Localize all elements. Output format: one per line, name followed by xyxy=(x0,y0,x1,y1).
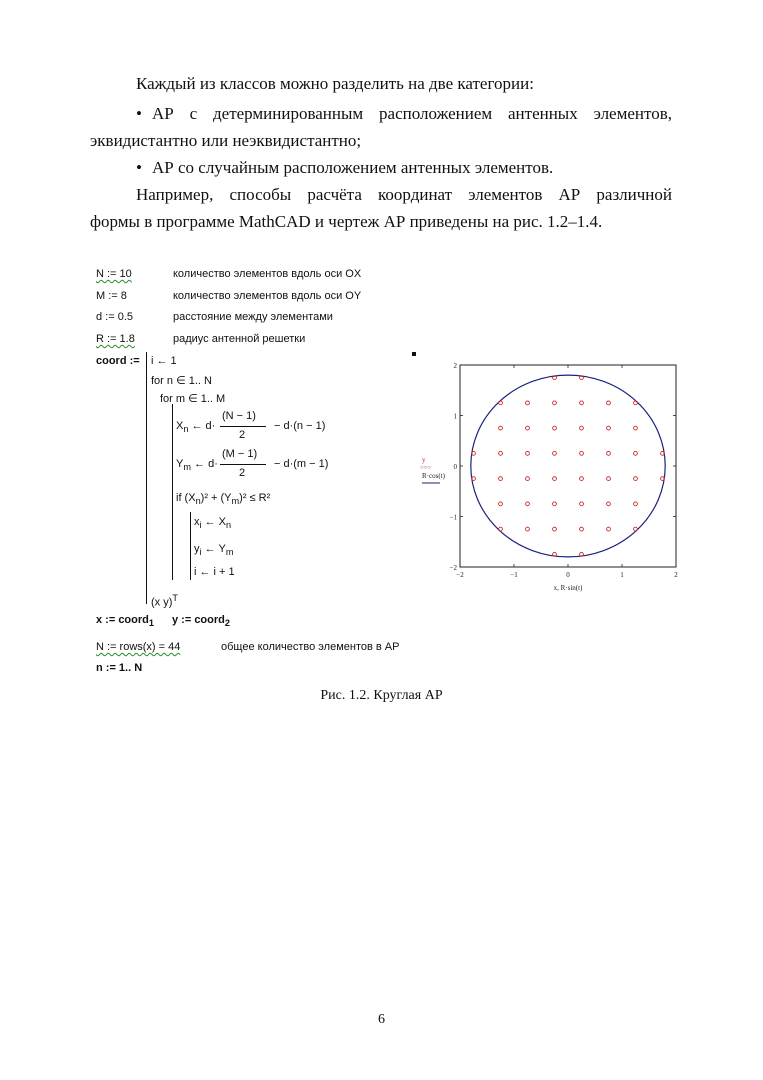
legend-y-label: y xyxy=(422,456,426,464)
coord-label: coord := xyxy=(96,355,140,367)
paragraph-example xyxy=(90,183,672,207)
array-element-point xyxy=(607,426,611,430)
ym-numerator: (M − 1) xyxy=(222,448,258,460)
yi-sub: i xyxy=(199,547,202,558)
yi-assign xyxy=(194,543,233,557)
paragraph-example-text-cont: формы в программе MathCAD и чертеж АР приведены на рис. 1.2–1.4. xyxy=(90,212,603,231)
paragraph-example-cont xyxy=(90,210,672,234)
array-element-point xyxy=(607,502,611,506)
yi-rhs: ← Y xyxy=(204,543,226,555)
program-bar-inner xyxy=(172,404,173,580)
y-assign-text: y := coord xyxy=(172,614,225,626)
array-element-point xyxy=(634,401,638,405)
array-element-point xyxy=(526,527,530,531)
bullet1-text-cont: эквидистантно или неэквидистантно; xyxy=(90,131,362,150)
array-element-point xyxy=(607,477,611,481)
array-element-point xyxy=(526,451,530,455)
i-init: i ← 1 xyxy=(151,355,177,367)
array-element-point xyxy=(499,502,503,506)
ym-tail: − d·(m − 1) xyxy=(274,458,329,470)
bullet2-text: АР со случайным расположением антенных элементов. xyxy=(152,158,554,177)
program-bar-if xyxy=(190,512,191,580)
legend-rcos-label: R·cos(t) xyxy=(422,472,445,480)
array-element-point xyxy=(580,401,584,405)
xn-mid: ← d· xyxy=(191,420,216,432)
array-element-point xyxy=(580,451,584,455)
region-marker xyxy=(412,352,416,356)
if-mid: )² + (Y xyxy=(200,492,232,504)
xn-numerator: (N − 1) xyxy=(222,410,256,422)
array-element-point xyxy=(634,451,638,455)
n-comment: количество элементов вдоль оси OX xyxy=(173,268,362,280)
array-element-point xyxy=(526,477,530,481)
xn-sub: n xyxy=(183,424,189,435)
y-assign-sub: 2 xyxy=(224,618,230,629)
array-element-point xyxy=(553,401,557,405)
array-element-point xyxy=(607,401,611,405)
bullet-icon: • xyxy=(136,158,142,177)
xn-denominator: 2 xyxy=(239,429,246,441)
array-element-point xyxy=(553,502,557,506)
d-comment: расстояние между элементами xyxy=(173,311,333,323)
bullet-item-deterministic-cont xyxy=(90,129,672,153)
if-head: if (X xyxy=(176,492,196,504)
n-rows: N := rows(x) = 44 xyxy=(96,641,181,653)
m-definition: M := 8 xyxy=(96,290,127,302)
array-element-point xyxy=(580,426,584,430)
d-definition: d := 0.5 xyxy=(96,311,134,323)
x-tick-label: 0 xyxy=(566,571,570,579)
array-element-point xyxy=(634,527,638,531)
for-m-loop: for m ∈ 1.. M xyxy=(160,393,226,405)
if-sub2: m xyxy=(231,496,240,507)
array-element-point xyxy=(553,477,557,481)
result-text: (x y) xyxy=(151,596,173,609)
array-element-point xyxy=(580,527,584,531)
legend-marker: ○○○ xyxy=(420,465,431,471)
figure-caption: Рис. 1.2. Круглая АР xyxy=(320,688,443,703)
paragraph-example-text: Например, способы расчёта координат элементов АР различной xyxy=(136,185,672,204)
bullet-item-random xyxy=(90,156,672,180)
array-element-point xyxy=(499,426,503,430)
array-element-point xyxy=(634,477,638,481)
result-transpose: T xyxy=(172,593,178,603)
bullet-icon: • xyxy=(136,104,142,123)
n-rows-comment: общее количество элементов в АР xyxy=(221,641,400,653)
page-number: 6 xyxy=(378,1012,385,1027)
x-assign-sub: 1 xyxy=(148,618,154,629)
ym-fraction-bar xyxy=(220,464,266,465)
xi-lhs: x xyxy=(194,516,200,528)
xi-rhs: ← X xyxy=(204,516,227,528)
if-condition xyxy=(176,492,270,506)
ym-mid: ← d· xyxy=(194,458,218,470)
array-element-point xyxy=(553,527,557,531)
y-tick-label: 2 xyxy=(453,362,457,370)
y-tick-label: −1 xyxy=(449,513,457,522)
x-assign xyxy=(96,614,154,628)
ym-formula xyxy=(176,458,218,472)
array-element-point xyxy=(526,401,530,405)
x-tick-label: −2 xyxy=(456,571,464,579)
x-tick-label: 2 xyxy=(674,571,678,579)
array-element-point xyxy=(499,401,503,405)
array-element-point xyxy=(526,502,530,506)
yi-rsub: m xyxy=(225,547,234,558)
i-increment: i ← i + 1 xyxy=(194,566,235,578)
xi-assign xyxy=(194,516,231,530)
ym-sub: m xyxy=(183,462,191,473)
y-tick-label: 0 xyxy=(453,463,457,471)
y-tick-label: 1 xyxy=(453,412,457,421)
ym-denominator: 2 xyxy=(239,467,246,479)
array-element-point xyxy=(607,451,611,455)
n-range: n := 1.. N xyxy=(96,662,143,674)
xn-fraction-bar xyxy=(220,426,266,427)
text-line-classes xyxy=(90,72,672,96)
circular-array-chart xyxy=(418,355,693,595)
array-element-point xyxy=(580,502,584,506)
plot-frame xyxy=(460,365,676,567)
array-element-point xyxy=(499,527,503,531)
array-element-point xyxy=(526,426,530,430)
array-element-point xyxy=(553,451,557,455)
xi-rsub: n xyxy=(226,520,232,531)
y-assign xyxy=(172,614,230,628)
array-element-point xyxy=(553,426,557,430)
array-element-point xyxy=(607,527,611,531)
yi-lhs: y xyxy=(194,543,200,555)
text-classes: Каждый из классов можно разделить на две категории: xyxy=(136,74,534,93)
result-vector xyxy=(151,593,178,609)
array-element-point xyxy=(634,426,638,430)
bullet1-text: АР с детерминированным расположением антенных элементов, xyxy=(152,104,672,123)
bullet-item-deterministic xyxy=(90,102,672,126)
y-tick-label: −2 xyxy=(449,564,457,572)
r-comment: радиус антенной решетки xyxy=(173,333,306,345)
xn-lhs: X xyxy=(176,420,184,432)
array-element-point xyxy=(580,477,584,481)
program-bar-outer xyxy=(146,352,147,604)
xi-sub: i xyxy=(199,520,202,531)
n-definition: N := 10 xyxy=(96,268,132,280)
r-definition: R := 1.8 xyxy=(96,333,135,345)
array-element-point xyxy=(634,502,638,506)
if-tail: )² ≤ R² xyxy=(239,492,271,504)
if-sub1: n xyxy=(195,496,201,507)
xn-tail: − d·(n − 1) xyxy=(274,420,326,432)
m-comment: количество элементов вдоль оси OY xyxy=(173,290,362,302)
x-axis-label: x, R·sin(t) xyxy=(553,584,583,592)
array-boundary-circle xyxy=(471,375,665,557)
x-assign-text: x := coord xyxy=(96,614,149,626)
array-element-point xyxy=(499,477,503,481)
array-element-point xyxy=(499,451,503,455)
ym-lhs: Y xyxy=(176,458,184,470)
x-tick-label: −1 xyxy=(510,571,518,579)
for-n-loop: for n ∈ 1.. N xyxy=(151,375,212,387)
xn-formula xyxy=(176,420,215,434)
x-tick-label: 1 xyxy=(620,571,624,579)
